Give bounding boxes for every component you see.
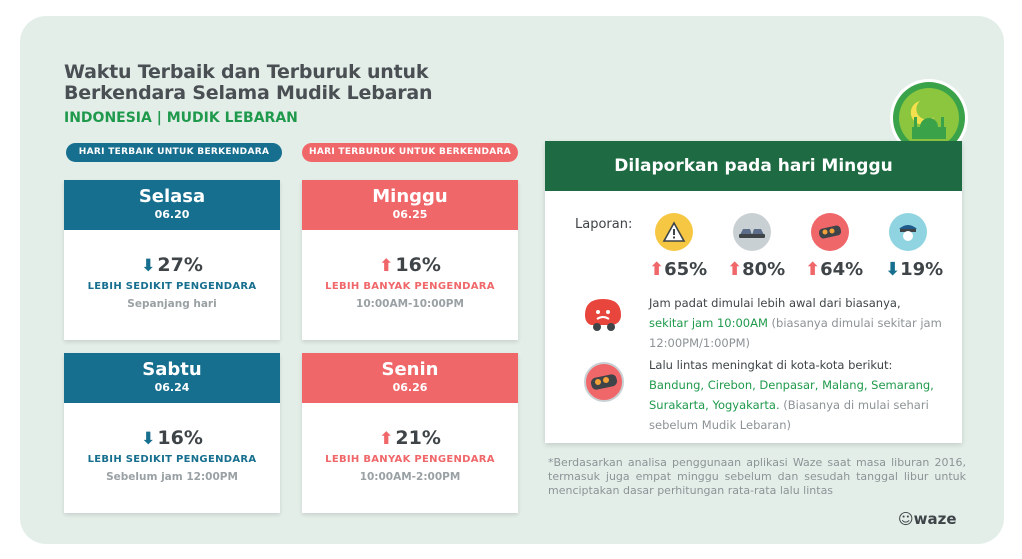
card-time: Sepanjang hari (127, 298, 217, 310)
card-header (64, 180, 280, 230)
card-description: LEBIH BANYAK PENGENDARA (325, 281, 495, 292)
title-line-1: Waktu Terbaik dan Terburuk untuk (64, 61, 429, 83)
best-days-pill: HARI TERBAIK UNTUK BERKENDARA (66, 143, 282, 162)
card-header (64, 353, 280, 403)
card-percent: 21% (395, 427, 441, 449)
arrow-up-icon: ⬆ (805, 259, 821, 280)
day-card-worst-1 (302, 180, 518, 340)
day-card-worst-2 (302, 353, 518, 513)
card-date: 06.25 (392, 208, 428, 221)
arrow-down-icon: ⬇ (885, 259, 901, 280)
note-rest: (biasanya dimulai sekitar jam 12:00PM/1:00PM) (649, 316, 942, 350)
hazard-icon (655, 213, 693, 251)
stat-jam (805, 259, 863, 280)
card-description: LEBIH SEDIKIT PENGENDARA (87, 454, 257, 465)
card-percent: 27% (157, 254, 203, 276)
card-date: 06.26 (392, 381, 428, 394)
waze-jam-icon (581, 293, 627, 333)
note-text: Jam padat dimulai lebih awal dari biasanya, (649, 296, 901, 310)
brand-name: waze (913, 510, 957, 528)
card-day: Senin (381, 359, 439, 380)
report-title: Dilaporkan pada hari Minggu (545, 141, 962, 191)
traffic-jam-icon (811, 213, 849, 251)
arrow-down-icon: ⬇ (141, 256, 156, 276)
card-day: Minggu (372, 186, 448, 207)
card-time: 10:00AM-10:00PM (356, 298, 464, 310)
day-card-best-1 (64, 180, 280, 340)
card-header (302, 353, 518, 403)
worst-days-pill: HARI TERBURUK UNTUK BERKENDARA (302, 143, 518, 162)
arrow-up-icon: ⬆ (649, 259, 665, 280)
arrow-up-icon: ⬆ (727, 259, 743, 280)
report-panel (545, 141, 962, 443)
stat-value: 19% (900, 259, 944, 280)
arrow-down-icon: ⬇ (141, 429, 156, 449)
card-day: Sabtu (142, 359, 202, 380)
day-card-best-2 (64, 353, 280, 513)
waze-logo-icon: ☺ (898, 510, 914, 528)
note-cities-list: Bandung, Cirebon, Denpasar, Malang, Semarang, Surakarta, Yogyakarta. (649, 378, 934, 412)
note-rest: (Biasanya di mulai sehari sebelum Mudik Lebaran) (649, 398, 929, 432)
footnote: *Berdasarkan analisa penggunaan aplikasi Waze saat masa liburan 2016, termasuk juga empat minggu sebelum dan sesudah tanggal libur untuk menciptakan dasar perhitungan rata-rata lalu lintas (548, 456, 966, 497)
page-subtitle: INDONESIA | MUDIK LEBARAN (64, 110, 298, 126)
stat-police (885, 259, 943, 280)
card-date: 06.20 (154, 208, 190, 221)
stat-accident (727, 259, 785, 280)
waze-logo (898, 510, 957, 528)
card-description: LEBIH BANYAK PENGENDARA (325, 454, 495, 465)
traffic-jam-big-icon (583, 361, 629, 401)
card-description: LEBIH SEDIKIT PENGENDARA (87, 281, 257, 292)
note-peak-hours (649, 293, 949, 353)
arrow-up-icon: ⬆ (379, 256, 394, 276)
page-title (64, 62, 432, 104)
report-label: Laporan: (575, 217, 633, 232)
note-cities (649, 355, 949, 435)
note-highlight: sekitar jam 10:00AM (649, 316, 768, 330)
arrow-up-icon: ⬆ (379, 429, 394, 449)
card-header (302, 180, 518, 230)
police-icon (889, 213, 927, 251)
card-percent: 16% (157, 427, 203, 449)
card-day: Selasa (138, 186, 206, 207)
car-accident-icon (733, 213, 771, 251)
stat-value: 65% (664, 259, 708, 280)
stat-value: 80% (742, 259, 786, 280)
card-time: 10:00AM-2:00PM (359, 471, 461, 483)
stat-hazard (649, 259, 707, 280)
card-time: Sebelum jam 12:00PM (106, 471, 238, 483)
title-line-2: Berkendara Selama Mudik Lebaran (64, 82, 433, 104)
note-text: Lalu lintas meningkat di kota-kota berikut: (649, 358, 893, 372)
card-date: 06.24 (154, 381, 190, 394)
stat-value: 64% (820, 259, 864, 280)
card-percent: 16% (395, 254, 441, 276)
